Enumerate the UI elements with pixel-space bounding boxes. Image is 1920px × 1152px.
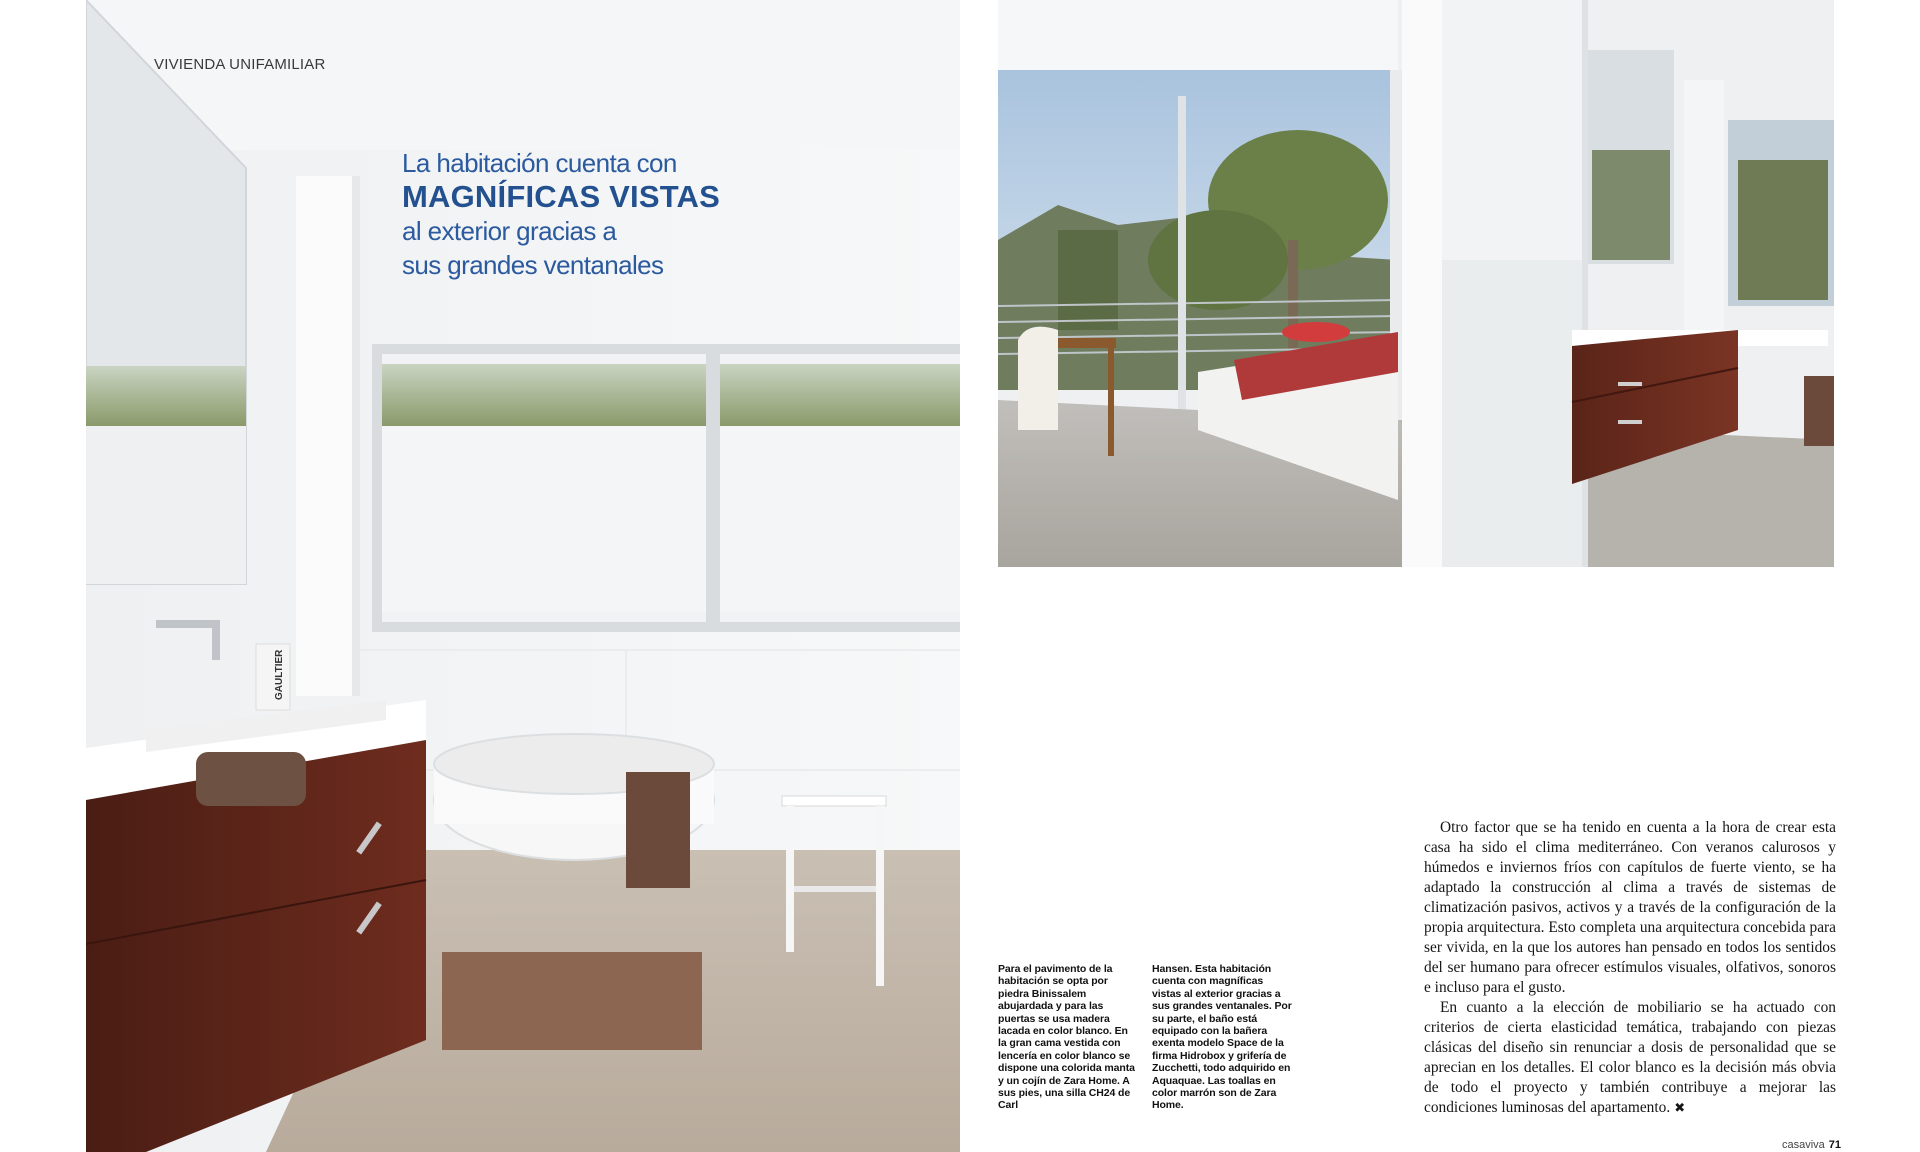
bedroom-photo xyxy=(998,0,1834,567)
photo-caption-column-2: Hansen. Esta habitación cuenta con magníficas vistas al exterior gracias a sus grandes ventanales. Por su parte, el baño está equipado con la bañera exenta modelo Space de la firma Hidrobox y grifería de Zucchetti, todo adquirido en Aquaquae. Las toallas en color marrón son de Zara Home. xyxy=(1152,963,1292,1112)
photo-caption-column-1: Para el pavimento de la habitación se opta por piedra Binissalem abujardada y para las puertas se usa madera lacada en color blanco. En la gran cama vestida con lencería en color blanco se dispone una colorida manta y un cojín de Zara Home. A sus pies, una silla CH24 de Carl xyxy=(998,963,1135,1112)
pull-quote xyxy=(402,146,742,282)
body-paragraph-2 xyxy=(1424,998,1836,1119)
pull-quote-line-1: La habitación cuenta con xyxy=(402,148,677,178)
page-number: 71 xyxy=(1828,1139,1842,1151)
section-label: VIVIENDA UNIFAMILIAR xyxy=(154,56,326,73)
pull-quote-line-2: al exterior gracias a xyxy=(402,216,617,246)
bedroom-illustration xyxy=(998,0,1834,567)
magazine-name: casaviva xyxy=(1782,1139,1825,1151)
body-paragraph-1: Otro factor que se ha tenido en cuenta a la hora de crear esta casa ha sido el clima mediterráneo. Con veranos calurosos y húmedos e inviernos fríos con capítulos de fuerte viento, se ha adaptado la construcción al clima a través de sistemas de climatización pasivos, activos y a través de la configuración de la propia arquitectura. Esto completa una arquitectura concebida para ser vivida, en la que los autores han pensado en todos los sentidos del ser humano para ofrecer estímulos visuales, olfativos, sonoros e incluso para el gusto. xyxy=(1424,819,1836,996)
article-body xyxy=(1424,818,1836,1119)
folio xyxy=(1782,1139,1841,1151)
end-mark-icon: ✖ xyxy=(1674,1101,1686,1116)
pull-quote-emphasis: MAGNÍFICAS VISTAS xyxy=(402,179,721,214)
bottle-brand-text: GAULTIER xyxy=(274,649,285,700)
body-paragraph-2-text: En cuanto a la elección de mobiliario se ha actuado con criterios de cierta elasticidad temática, trabajando con piezas clásicas del diseño sin renunciar a dosis de personalidad que se aprecian en los detalles. El color blanco es la decisión más obvia de todo el proyecto y también contribuye a mejorar las condiciones luminosas del apartamento. xyxy=(1424,999,1836,1116)
pull-quote-line-3: sus grandes ventanales xyxy=(402,250,664,280)
